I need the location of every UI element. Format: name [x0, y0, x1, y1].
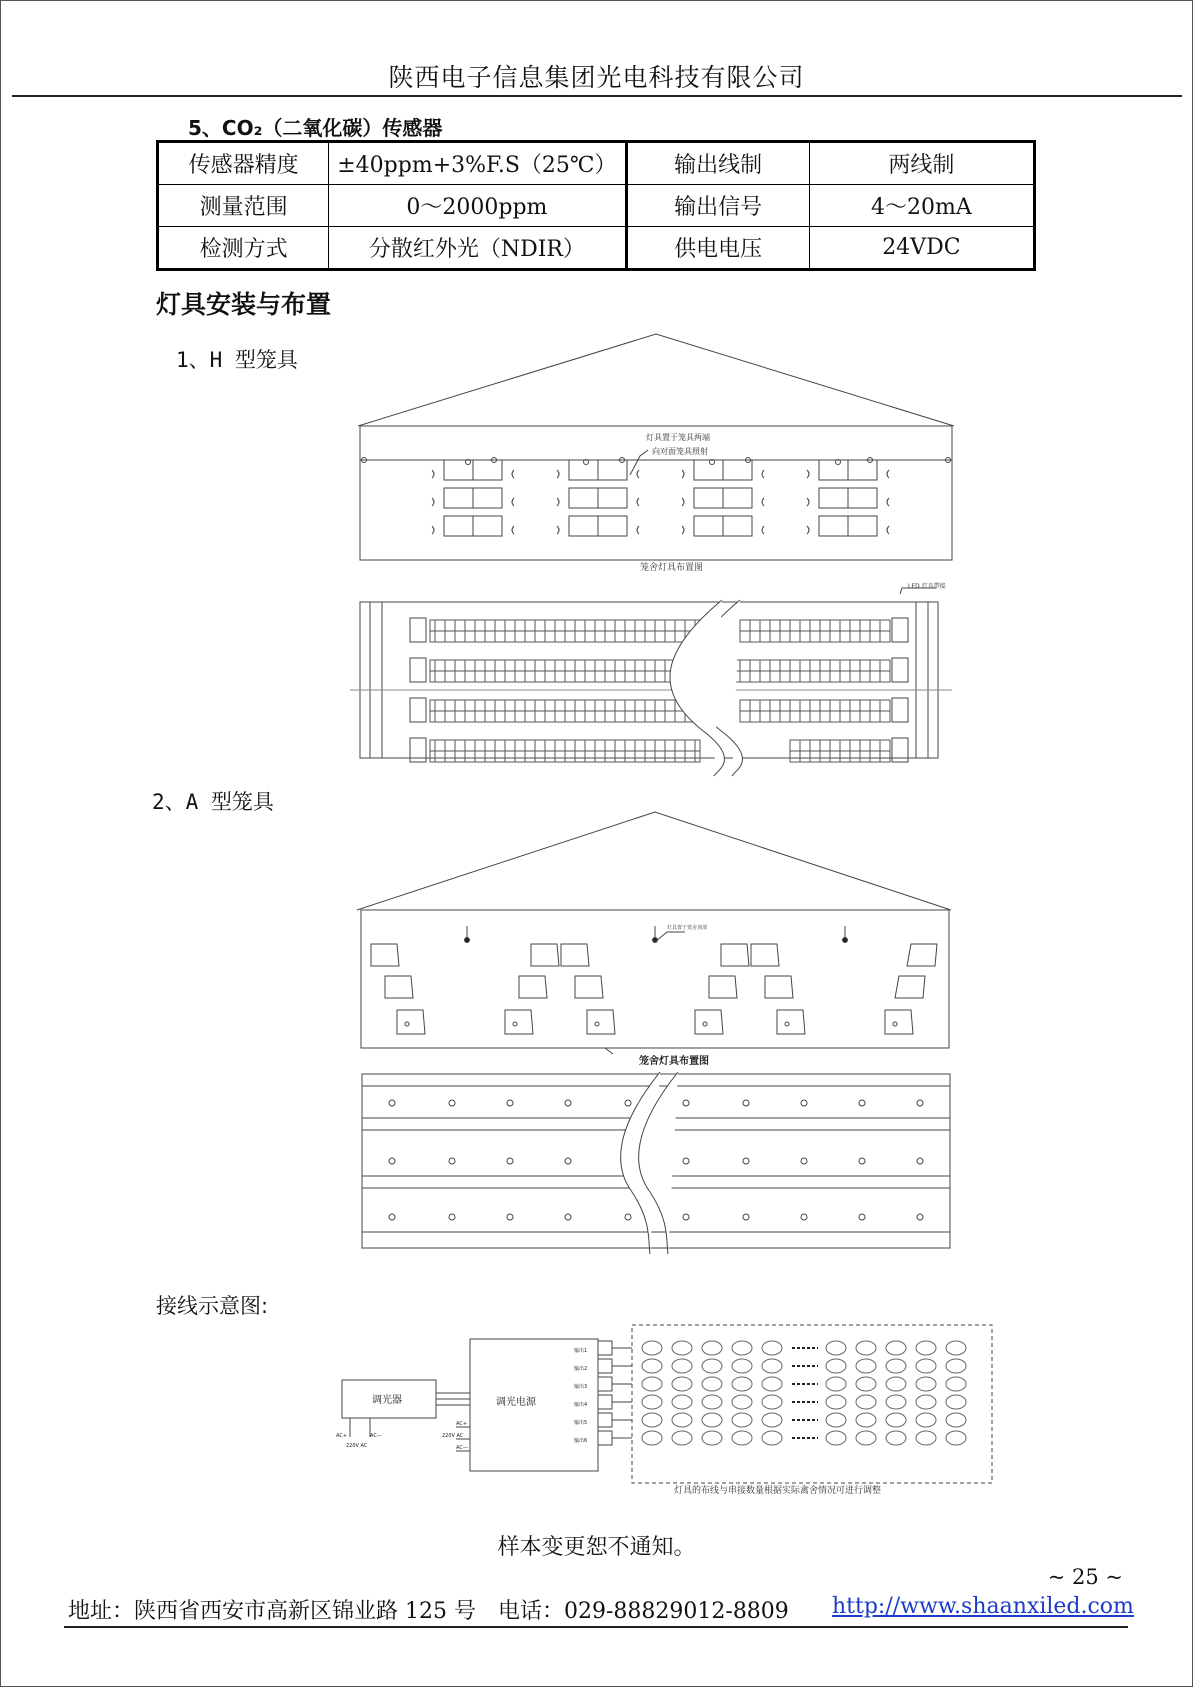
section-title: 灯具安装与布置	[156, 290, 332, 319]
a-caption: 笼舍灯具布置图	[639, 1056, 709, 1067]
table-cell: 24VDC	[809, 227, 1034, 270]
h-type-plan-diagram	[340, 580, 960, 780]
company-header: 陕西电子信息集团光电科技有限公司	[388, 63, 805, 92]
a-type-plan-diagram	[360, 1072, 956, 1254]
table-cell: ±40ppm+3%F.S（25℃）	[329, 142, 626, 185]
dimmer-label: 调光器	[372, 1395, 402, 1406]
table-cell: 检测方式	[158, 227, 329, 270]
co2-sensor-title: 5、CO₂（二氧化碳）传感器	[188, 116, 443, 140]
sensor-spec-table	[156, 140, 1036, 271]
table-cell: 4～20mA	[809, 185, 1034, 227]
h-plan-note: LED 灯具带接	[908, 583, 946, 590]
notice: 样本变更恕不通知。	[497, 1535, 696, 1560]
table-cell: 两线制	[809, 142, 1034, 185]
output-label: 输出1	[574, 1348, 588, 1354]
h-caption: 笼舍灯具布置图	[640, 563, 704, 573]
h-type-label: 1、H 型笼具	[176, 348, 298, 372]
wiring-diagram	[330, 1315, 996, 1500]
footer	[68, 1594, 1134, 1625]
table-cell: 供电电压	[626, 227, 809, 270]
h-annotation-1: 灯具置于笼具两端	[646, 433, 710, 442]
website-link[interactable]: http://www.shaanxiled.com	[832, 1594, 1134, 1619]
ac-minus-label-2: AC—	[456, 1445, 468, 1451]
ac-minus-label: AC—	[370, 1433, 382, 1439]
wiring-label: 接线示意图:	[156, 1294, 269, 1318]
output-label: 输出4	[574, 1402, 588, 1408]
table-cell: 0～2000ppm	[329, 185, 626, 227]
a-annotation: 灯具置于笼舍顶部	[667, 925, 708, 931]
output-label: 输出6	[574, 1438, 588, 1444]
header-rule	[12, 95, 1182, 97]
table-row	[158, 142, 1035, 185]
table-cell: 输出线制	[626, 142, 809, 185]
table-cell: 分散红外光（NDIR）	[329, 227, 626, 270]
ac-plus-label-2: AC+	[456, 1421, 468, 1427]
a-type-elevation-diagram	[355, 808, 955, 1070]
footer-address: 地址：陕西省西安市高新区锦业路 125 号 电话：029-88829012-8809	[68, 1599, 789, 1624]
output-label: 输出2	[574, 1366, 588, 1372]
h-annotation-2: 向对面笼具照射	[652, 447, 708, 456]
table-row	[158, 227, 1035, 270]
a-type-label: 2、A 型笼具	[152, 790, 274, 814]
ac-220-label-2: 220V AC	[442, 1433, 464, 1439]
ac-plus-label: AC+	[336, 1433, 348, 1439]
table-row	[158, 185, 1035, 227]
footer-rule	[64, 1626, 1128, 1628]
wiring-note: 灯具的布线与串接数量根据实际禽舍情况可进行调整	[674, 1486, 882, 1496]
output-label: 输出5	[574, 1420, 588, 1426]
ac-220-label: 220V AC	[346, 1443, 368, 1449]
page-number: ~ 25 ~	[1047, 1565, 1123, 1589]
output-label: 输出3	[574, 1384, 588, 1390]
table-cell: 输出信号	[626, 185, 809, 227]
table-cell: 传感器精度	[158, 142, 329, 185]
table-cell: 测量范围	[158, 185, 329, 227]
power-supply-label: 调光电源	[496, 1397, 536, 1408]
h-type-elevation-diagram	[340, 330, 970, 575]
